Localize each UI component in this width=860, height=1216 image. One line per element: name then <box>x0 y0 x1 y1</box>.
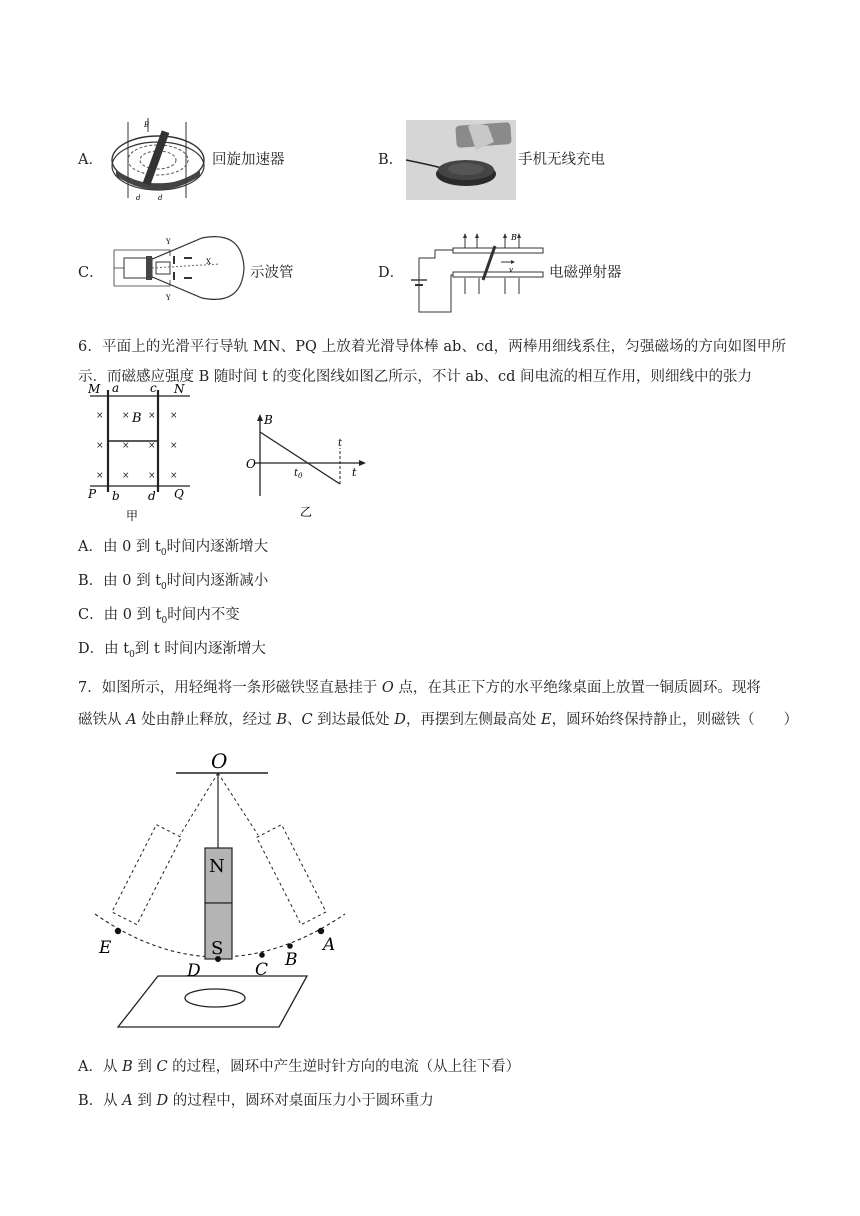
yi-label-t-end: t <box>338 438 343 449</box>
q7-stem-line1: 7．如图所示，用轻绳将一条形磁铁竖直悬挂于 O 点，在其正下方的水平绝缘桌面上放置一铜质圆环。现将 <box>78 680 761 696</box>
svg-text:×: × <box>96 471 104 481</box>
label-b: B <box>285 950 298 970</box>
label-e: E <box>99 938 112 958</box>
option-a-label: 回旋加速器 <box>212 152 285 168</box>
q7-option-a: A．从 B 到 C 的过程，圆环中产生逆时针方向的电流（从上往下看） <box>78 1059 521 1075</box>
q6-option-b: B．由 0 到 $t_0$时间内逐渐减小 <box>78 573 269 592</box>
svg-text:X: X <box>206 258 211 266</box>
svg-text:×: × <box>96 441 104 451</box>
svg-text:B: B <box>511 233 517 242</box>
label-d: D <box>187 961 201 981</box>
q6-option-a: A．由 0 到 $t_0$时间内逐渐增大 <box>78 539 269 558</box>
svg-text:×: × <box>148 441 156 451</box>
jia-label-b-field: B <box>132 411 142 426</box>
q6-option-d: D．由 $t_0$到 t 时间内逐渐增大 <box>78 641 266 660</box>
svg-text:d: d <box>158 194 163 202</box>
wireless-charging-image <box>406 120 516 200</box>
svg-text:×: × <box>170 471 178 481</box>
option-d-letter: D． <box>378 265 405 281</box>
q7-option-b: B．从 A 到 D 的过程中，圆环对桌面压力小于圆环重力 <box>78 1093 434 1109</box>
jia-label-d: d <box>148 489 156 503</box>
option-d-label: 电磁弹射器 <box>549 265 622 281</box>
svg-text:Y: Y <box>166 294 171 302</box>
svg-text:×: × <box>170 441 178 451</box>
jia-caption: 甲 <box>126 509 139 522</box>
option-b-label: 手机无线充电 <box>518 152 605 168</box>
q7-pendulum-figure <box>88 744 448 1034</box>
jia-label-m: M <box>88 382 101 396</box>
svg-text:×: × <box>122 411 130 421</box>
svg-text:×: × <box>148 411 156 421</box>
option-c-letter: C． <box>78 265 104 281</box>
yi-label-b: B <box>264 413 273 427</box>
svg-text:B: B <box>144 121 150 129</box>
jia-label-c: c <box>150 381 157 395</box>
label-s: S <box>211 938 224 959</box>
q6-figure-yi <box>240 412 372 522</box>
q6-option-c: C．由 0 到 $t_0$时间内不变 <box>78 607 240 626</box>
yi-label-t0: $t_0$ <box>294 468 303 480</box>
label-a: A <box>323 935 336 955</box>
jia-label-p: P <box>88 487 97 501</box>
option-b-letter: B． <box>378 152 404 168</box>
yi-label-t-axis: t <box>352 466 357 479</box>
cyclotron-image <box>108 118 208 202</box>
q7-stem-line2: 磁铁从 A 处由静止释放，经过 B、C 到达最低处 D，再摆到左侧最高处 E，圆环始终保持静止，则磁铁（ ） <box>78 712 799 728</box>
svg-text:Y: Y <box>166 238 171 246</box>
label-c: C <box>255 960 269 980</box>
svg-text:v: v <box>509 266 513 274</box>
svg-text:×: × <box>122 441 130 451</box>
jia-label-n: N <box>174 382 185 396</box>
yi-label-o: O <box>246 457 256 471</box>
oscilloscope-tube-image <box>110 230 248 306</box>
label-n: N <box>209 856 225 877</box>
svg-text:×: × <box>170 411 178 421</box>
jia-label-a: a <box>112 381 120 395</box>
label-o: O <box>211 749 228 773</box>
svg-text:×: × <box>122 471 130 481</box>
q6-stem: 6．平面上的光滑平行导轨 MN、PQ 上放着光滑导体棒 ab、cd，两棒用细线系住，匀强磁场的方向如图甲所示．而磁感应强度 B 随时间 t 的变化图线如图乙所示，不计 ab、cd 间电流的相互作用，则细线中的张力 <box>78 339 786 385</box>
option-c-label: 示波管 <box>250 265 294 281</box>
q6-figure-jia <box>86 380 196 522</box>
svg-text:×: × <box>96 411 104 421</box>
jia-label-q: Q <box>174 487 184 501</box>
em-launcher-image <box>405 228 545 316</box>
svg-text:×: × <box>148 471 156 481</box>
option-a-letter: A． <box>78 152 103 168</box>
jia-label-b: b <box>112 489 120 503</box>
svg-text:d: d <box>136 194 141 202</box>
yi-caption: 乙 <box>300 505 313 519</box>
